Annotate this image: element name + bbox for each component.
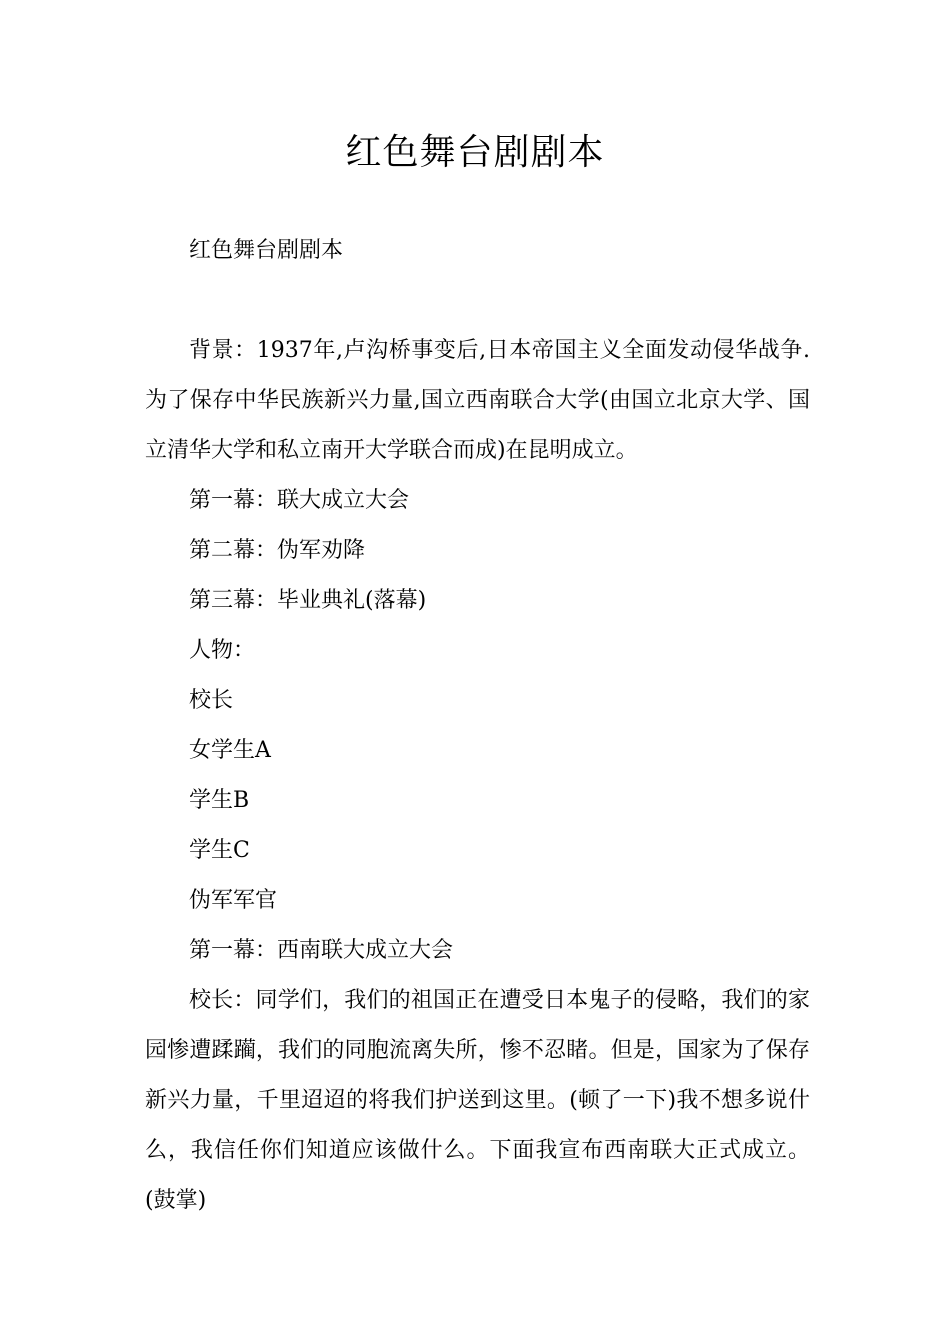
character-puppet-officer: 伪军军官: [189, 888, 278, 913]
character-student-a: 女学生A: [189, 738, 271, 763]
background-paragraph: 背景：1937年,卢沟桥事变后,日本帝国主义全面发动侵华战争.为了保存中华民族新兴力量,国立西南联合大学(由国立北京大学、国立清华大学和私立南开大学联合而成)在昆明成立。: [145, 338, 810, 463]
act-two-heading: 第二幕：伪军劝降: [189, 538, 366, 563]
act-three-heading: 第三幕：毕业典礼(落幕): [189, 588, 427, 613]
document-subtitle-block: [145, 226, 810, 276]
character-principal: 校长: [189, 688, 234, 713]
character-student-c: 学生C: [189, 838, 250, 863]
principal-speech: 校长：同学们，我们的祖国正在遭受日本鬼子的侵略，我们的家园惨遭蹂躏，我们的同胞流离失所，惨不忍睹。但是，国家为了保存新兴力量，千里迢迢的将我们护送到这里。(顿了一下)我不想多说什么，我信任你们知道应该做什么。下面我宣布西南联大正式成立。(鼓掌): [145, 988, 810, 1213]
character-student-b: 学生B: [189, 788, 250, 813]
document-title: 红色舞台剧剧本: [345, 132, 605, 173]
act-one-heading: 第一幕：联大成立大会: [189, 488, 410, 513]
document-body: [145, 326, 810, 1226]
act-one-title: 第一幕：西南联大成立大会: [189, 938, 454, 963]
document-subtitle: 红色舞台剧剧本: [189, 238, 344, 263]
characters-heading: 人物：: [189, 638, 256, 663]
